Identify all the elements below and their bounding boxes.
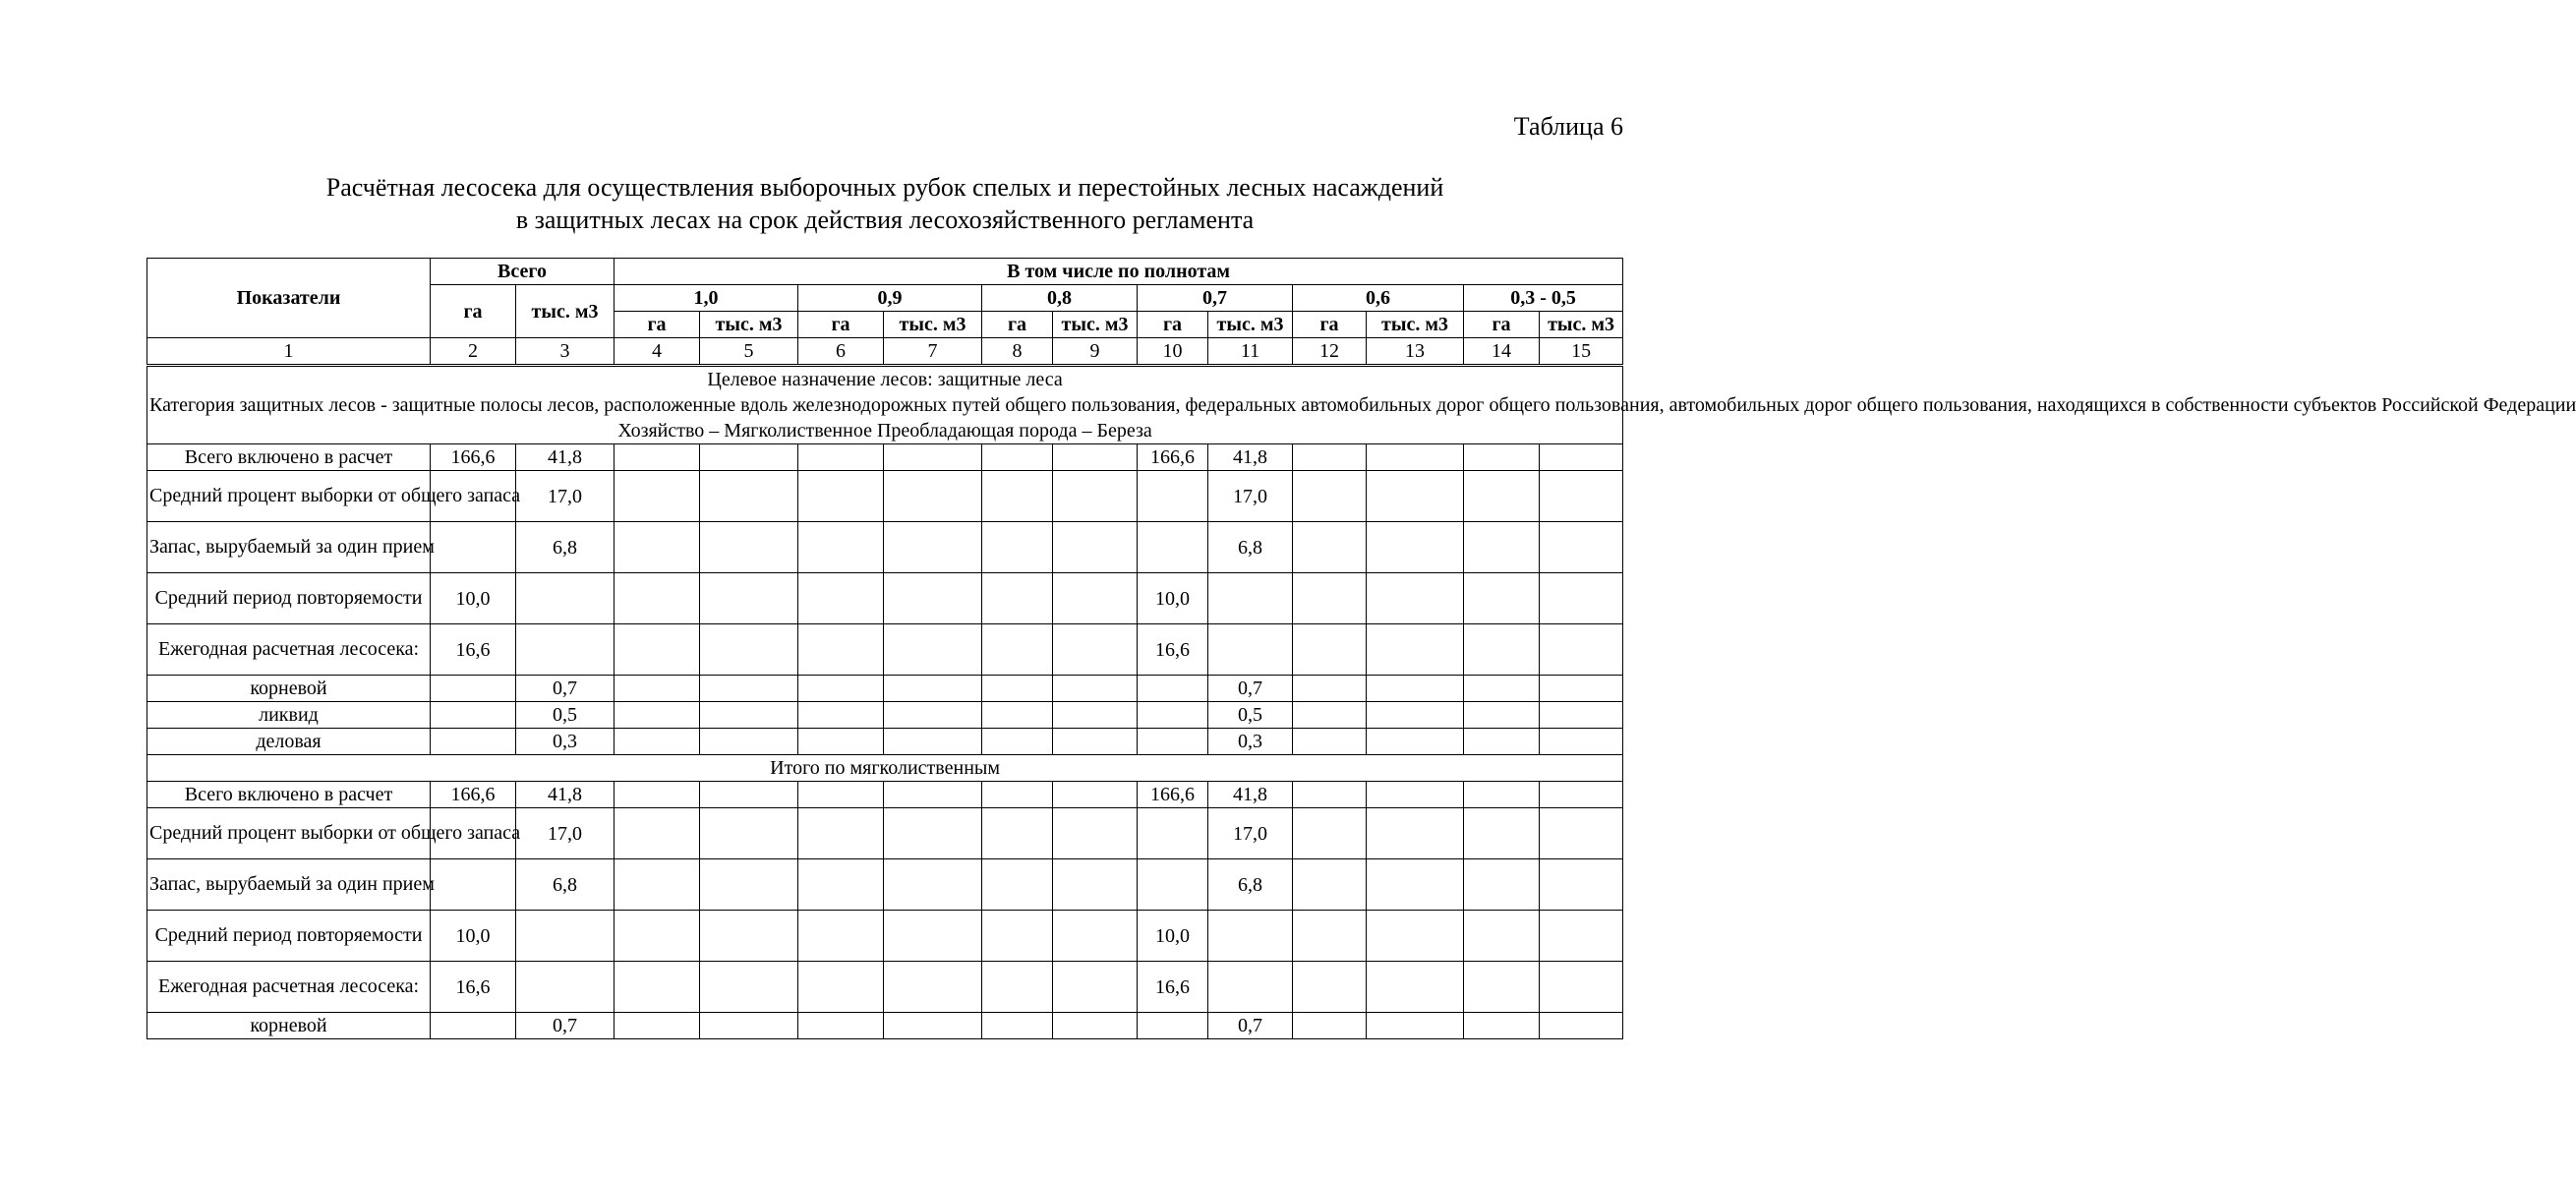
table-number: Таблица 6: [1513, 112, 1623, 141]
cell-total-m3: [516, 624, 615, 676]
title-line-1: Расчётная лесосека для осуществления выборочных рубок спелых и перестойных лесных насаждений: [325, 173, 1444, 202]
cell-total-ha: 16,6: [431, 962, 516, 1013]
table-row: [147, 471, 1623, 522]
column-number: 6: [798, 338, 884, 366]
header-density-0-3-0-5: 0,3 - 0,5: [1464, 285, 1623, 312]
cell-0-7-m3: [1208, 911, 1293, 962]
table-row: [147, 444, 1623, 471]
header-unit-m3: тыс. м3: [1540, 312, 1623, 338]
cell-0-7-ha: [1138, 471, 1208, 522]
column-number: 9: [1053, 338, 1138, 366]
header-including: В том числе по полнотам: [615, 259, 1623, 285]
cell-0-7-ha: 166,6: [1138, 782, 1208, 808]
cell-total-m3: 0,7: [516, 676, 615, 702]
cell-total-ha: 10,0: [431, 911, 516, 962]
cell-0-7-m3: 0,7: [1208, 676, 1293, 702]
cell-0-7-ha: [1138, 808, 1208, 859]
section1-header-row: [147, 366, 1623, 444]
cell-0-7-m3: 6,8: [1208, 522, 1293, 573]
column-number: 10: [1138, 338, 1208, 366]
column-number: 8: [982, 338, 1053, 366]
header-total-m3: тыс. м3: [516, 285, 615, 338]
column-number: 12: [1293, 338, 1367, 366]
cutting-area-table: [146, 258, 2576, 1039]
table-row: [147, 911, 1623, 962]
cell-total-m3: [516, 962, 615, 1013]
column-number: 15: [1540, 338, 1623, 366]
cell-total-ha: [431, 1013, 516, 1039]
cell-total-m3: 41,8: [516, 782, 615, 808]
header-unit-m3: тыс. м3: [884, 312, 982, 338]
section1-category: Категория защитных лесов - защитные полосы лесов, расположенные вдоль железнодорожных путей общего пользования, федеральных автомобильных дорог общего пользования, автомобильных дорог общего пользования, находящихся в собственности субъектов Российской Федерации: [149, 394, 2576, 416]
title-line-2: в защитных лесах на срок действия лесохозяйственного регламента: [515, 206, 1255, 234]
cell-total-m3: 0,3: [516, 729, 615, 755]
header-unit-ha: га: [1293, 312, 1367, 338]
row-label: Всего включено в расчет: [147, 782, 431, 808]
header-unit-ha: га: [615, 312, 700, 338]
cell-0-7-ha: 10,0: [1138, 573, 1208, 624]
header-total: Всего: [431, 259, 615, 285]
cell-0-7-m3: 6,8: [1208, 859, 1293, 911]
header-unit-m3: тыс. м3: [1208, 312, 1293, 338]
cell-0-7-ha: 166,6: [1138, 444, 1208, 471]
cell-total-ha: [431, 729, 516, 755]
row-label: Запас, вырубаемый за один прием: [147, 522, 431, 573]
column-number: 7: [884, 338, 982, 366]
cell-total-m3: 6,8: [516, 859, 615, 911]
row-label: корневой: [147, 676, 431, 702]
header-density-0-9: 0,9: [798, 285, 982, 312]
table-row: [147, 676, 1623, 702]
table-row: [147, 859, 1623, 911]
cell-total-m3: 0,7: [516, 1013, 615, 1039]
cell-0-7-ha: [1138, 702, 1208, 729]
cell-0-7-m3: 41,8: [1208, 444, 1293, 471]
cell-0-7-m3: 17,0: [1208, 471, 1293, 522]
row-label: Средний период повторяемости: [147, 573, 431, 624]
table-row: [147, 808, 1623, 859]
cell-total-ha: 166,6: [431, 444, 516, 471]
cell-total-m3: 0,5: [516, 702, 615, 729]
cell-0-7-ha: [1138, 1013, 1208, 1039]
section2-header: Итого по мягколиственным: [147, 755, 1623, 782]
cell-total-ha: 166,6: [431, 782, 516, 808]
cell-total-ha: 16,6: [431, 624, 516, 676]
cell-0-7-ha: [1138, 729, 1208, 755]
cell-total-ha: [431, 859, 516, 911]
column-number: 5: [700, 338, 798, 366]
cell-0-7-m3: 0,7: [1208, 1013, 1293, 1039]
column-number: 3: [516, 338, 615, 366]
cell-total-m3: 17,0: [516, 808, 615, 859]
column-number: 11: [1208, 338, 1293, 366]
cell-0-7-m3: [1208, 962, 1293, 1013]
section1-purpose: Целевое назначение лесов: защитные леса: [707, 369, 1063, 390]
header-indicators: Показатели: [147, 259, 431, 338]
table-row: [147, 729, 1623, 755]
table-row: [147, 702, 1623, 729]
header-unit-m3: тыс. м3: [700, 312, 798, 338]
column-number: 14: [1464, 338, 1540, 366]
table-row: [147, 1013, 1623, 1039]
cell-0-7-ha: 16,6: [1138, 624, 1208, 676]
table-row: [147, 962, 1623, 1013]
column-number: 4: [615, 338, 700, 366]
section1-header: [147, 366, 2576, 444]
cell-total-ha: [431, 676, 516, 702]
column-number: 2: [431, 338, 516, 366]
header-unit-ha: га: [1138, 312, 1208, 338]
section1-farm: Хозяйство – Мягколиственное Преобладающая порода – Береза: [617, 420, 1152, 442]
cell-total-m3: 6,8: [516, 522, 615, 573]
cell-0-7-m3: 0,3: [1208, 729, 1293, 755]
column-number: 13: [1367, 338, 1464, 366]
cell-0-7-ha: [1138, 522, 1208, 573]
row-label: Средний процент выборки от общего запаса: [147, 808, 431, 859]
cell-0-7-ha: [1138, 859, 1208, 911]
header-total-ha: га: [431, 285, 516, 338]
table-row: [147, 624, 1623, 676]
row-label: Ежегодная расчетная лесосека:: [147, 962, 431, 1013]
cell-total-ha: 10,0: [431, 573, 516, 624]
row-label: деловая: [147, 729, 431, 755]
cell-0-7-ha: 16,6: [1138, 962, 1208, 1013]
header-density-0-7: 0,7: [1138, 285, 1293, 312]
table-row: [147, 782, 1623, 808]
cell-total-m3: [516, 573, 615, 624]
cell-0-7-m3: [1208, 624, 1293, 676]
cell-0-7-m3: 41,8: [1208, 782, 1293, 808]
cell-0-7-ha: [1138, 676, 1208, 702]
header-density-1-0: 1,0: [615, 285, 798, 312]
cell-0-7-m3: 17,0: [1208, 808, 1293, 859]
row-label: Ежегодная расчетная лесосека:: [147, 624, 431, 676]
header-unit-m3: тыс. м3: [1053, 312, 1138, 338]
cell-total-ha: [431, 702, 516, 729]
cell-total-m3: [516, 911, 615, 962]
row-label: Всего включено в расчет: [147, 444, 431, 471]
row-label: ликвид: [147, 702, 431, 729]
column-number: 1: [147, 338, 431, 366]
cell-0-7-m3: 0,5: [1208, 702, 1293, 729]
document-title: [147, 171, 1622, 236]
header-unit-ha: га: [1464, 312, 1540, 338]
section2-header-row: [147, 755, 1623, 782]
row-label: Средний период повторяемости: [147, 911, 431, 962]
row-label: Средний процент выборки от общего запаса: [147, 471, 431, 522]
table-row: [147, 522, 1623, 573]
header-unit-m3: тыс. м3: [1367, 312, 1464, 338]
table-row: [147, 573, 1623, 624]
row-label: корневой: [147, 1013, 431, 1039]
cell-total-m3: 17,0: [516, 471, 615, 522]
cell-0-7-m3: [1208, 573, 1293, 624]
header-density-0-8: 0,8: [982, 285, 1138, 312]
header-unit-ha: га: [982, 312, 1053, 338]
header-density-0-6: 0,6: [1293, 285, 1464, 312]
cell-total-m3: 41,8: [516, 444, 615, 471]
row-label: Запас, вырубаемый за один прием: [147, 859, 431, 911]
column-numbers-row: [147, 338, 1623, 366]
cell-total-ha: [431, 522, 516, 573]
header-unit-ha: га: [798, 312, 884, 338]
cell-0-7-ha: 10,0: [1138, 911, 1208, 962]
